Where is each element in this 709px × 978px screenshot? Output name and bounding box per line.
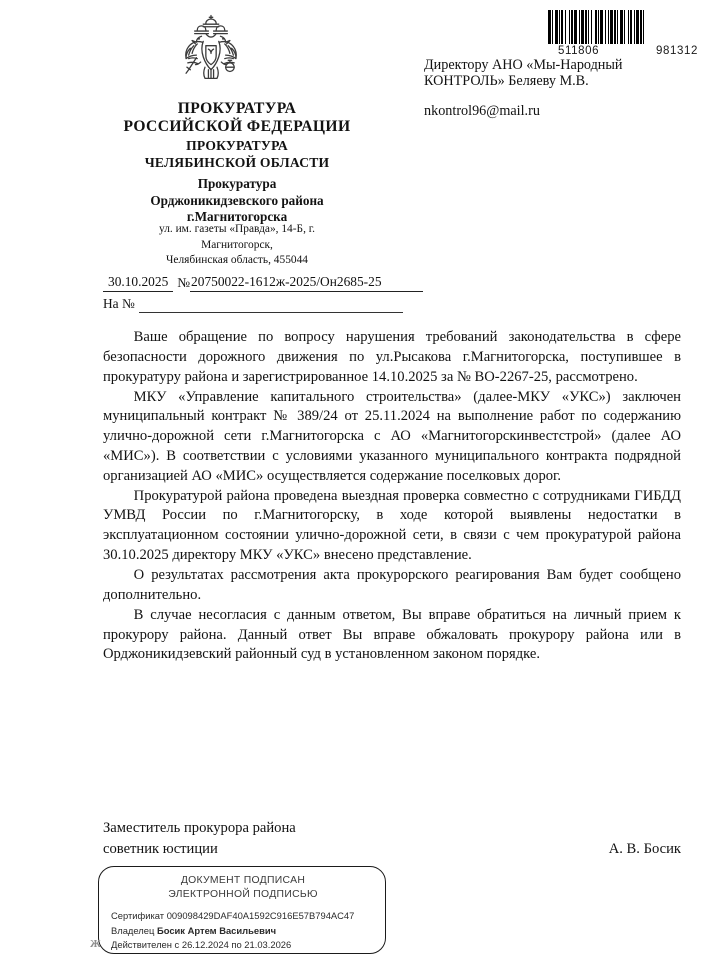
barcode-block xyxy=(548,10,704,57)
estamp-valid-to: 21.03.2026 xyxy=(244,939,292,951)
body-paragraph-3: Прокуратурой района проведена выездная проверка совместно с сотрудниками ГИБДД УМВД России по г.Магнитогорску, в ходе которой выявлены недостатки в эксплуатационном состоянии улично-дорожной сети, в связи с чем прокуратурой района 30.10.2025 директору МКУ «УКС» внесено представление. xyxy=(103,487,681,563)
on-reference-blank-rule xyxy=(139,299,403,313)
body-paragraph-4: О результатах рассмотрения акта прокурорского реагирования Вам будет сообщено дополнительно. xyxy=(103,567,681,603)
estamp-owner-label: Владелец xyxy=(111,924,155,936)
estamp-validity-row xyxy=(111,938,375,953)
barcode-bars xyxy=(548,10,704,44)
signature-block xyxy=(103,818,681,860)
addressee-block xyxy=(424,57,700,119)
electronic-signature-stamp xyxy=(98,866,386,954)
document-date: 30.10.2025 xyxy=(103,274,173,292)
barcode-numbers xyxy=(548,44,704,57)
letterhead-line-1: ПРОКУРАТУРА xyxy=(177,100,297,117)
document-number: 20750022-1612ж-2025/Он2685-25 xyxy=(190,274,423,292)
document-body xyxy=(103,328,681,665)
barcode-number-right: 981312 xyxy=(656,45,698,57)
address-line-2: Магнитогорск, xyxy=(201,238,273,251)
addressee-line-2: КОНТРОЛЬ» Беляеву М.В. xyxy=(424,73,589,90)
estamp-valid-to-label: по xyxy=(231,939,242,951)
estamp-validity-label: Действителен с xyxy=(111,939,180,951)
address-line-1: ул. им. газеты «Правда», 14-Б, г. xyxy=(159,223,315,235)
office-address-block xyxy=(92,222,382,269)
estamp-title-line-2: ЭЛЕКТРОННОЙ ПОДПИСЬЮ xyxy=(168,889,318,901)
number-symbol: № xyxy=(177,275,191,290)
address-line-3: Челябинская область, 455044 xyxy=(166,254,308,266)
estamp-certificate-value: 009098429DAF40A1592C916E57B794AC47 xyxy=(166,910,355,922)
estamp-certificate-label: Сертификат xyxy=(111,910,165,922)
letterhead-line-3: ПРОКУРАТУРА xyxy=(186,137,288,153)
reference-line xyxy=(103,274,423,292)
letterhead xyxy=(72,100,402,171)
signer-position-line-1: Заместитель прокурора района xyxy=(103,820,296,836)
estamp-owner-row xyxy=(111,924,375,939)
russian-coat-of-arms-emblem-icon xyxy=(168,12,254,100)
estamp-title xyxy=(111,874,375,902)
body-paragraph-5: В случае несогласия с данным ответом, Вы вправе обратиться на личный прием к прокурору района. Данный ответ Вы вправе обжаловать прокурору района или в Орджоникидзевский районный суд в установленном законом порядке. xyxy=(103,606,681,663)
letterhead-line-2: РОССИЙСКОЙ ФЕДЕРАЦИИ xyxy=(123,118,351,136)
signer-name: А. В. Босик xyxy=(608,841,681,857)
page-edge-artifact-character: Ж xyxy=(90,938,101,950)
body-paragraph-2: МКУ «Управление капитального строительства» (далее-МКУ «УКС») заключен муниципальный контракт № 389/24 от 25.11.2024 на выполнение работ по содержанию улично-дорожной сети г.Магнитогорска с АО «Магнитогорскинвестстрой» (далее АО «МИС»). В соответствии с условиями указанного муниципального контракта подрядной организацией АО «МИС» осуществляется содержание поселковых дорог. xyxy=(103,388,681,484)
office-line-1: Прокуратура xyxy=(197,176,277,191)
estamp-title-line-1: ДОКУМЕНТ ПОДПИСАН xyxy=(180,875,306,886)
estamp-owner-value: Босик Артем Васильевич xyxy=(156,924,277,936)
estamp-valid-from: 26.12.2024 xyxy=(181,939,229,951)
letterhead-line-4: ЧЕЛЯБИНСКОЙ ОБЛАСТИ xyxy=(144,155,330,171)
addressee-line-1: Директору АНО «Мы-Народный xyxy=(424,57,623,73)
office-line-3: г.Магнитогорска xyxy=(186,209,288,225)
barcode-number-left: 511806 xyxy=(558,45,600,57)
estamp-fields xyxy=(111,909,375,953)
addressee-email: nkontrol96@mail.ru xyxy=(424,102,540,119)
on-reference-label: На № xyxy=(103,296,135,311)
office-line-2: Орджоникидзевского района xyxy=(150,192,324,208)
signer-position-line-2: советник юстиции xyxy=(103,841,218,858)
body-paragraph-1: Ваше обращение по вопросу нарушения требований законодательства в сфере безопасности дорожного движения по ул.Рысакова г.Магнитогорска, поступившее в прокуратуру района и зарегистрированное 14.10.2025 за № ВО-2267-25, рассмотрено. xyxy=(103,329,681,385)
on-reference-line xyxy=(103,296,403,313)
office-name-block xyxy=(92,176,382,226)
estamp-certificate-row xyxy=(111,909,375,924)
